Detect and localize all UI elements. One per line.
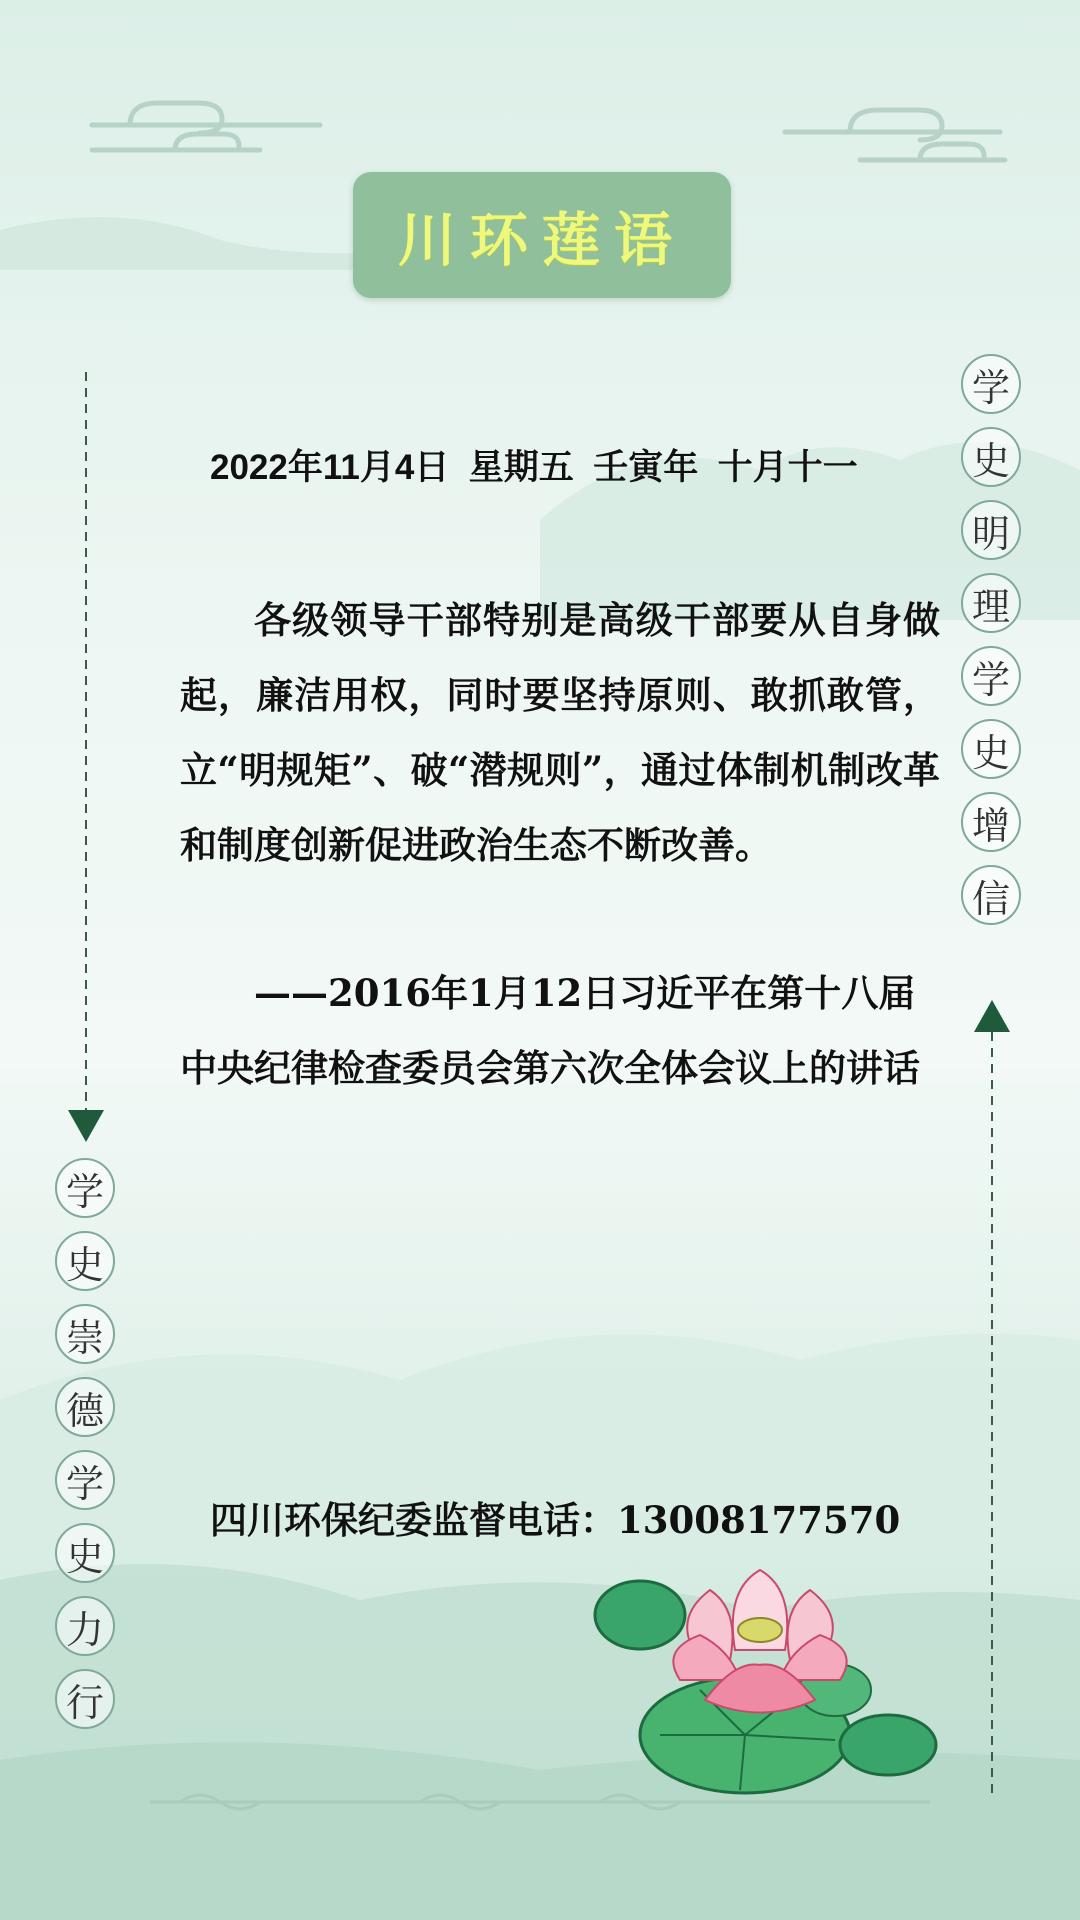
lotus-leaf-small-left xyxy=(595,1581,685,1649)
slogan-char: 信 xyxy=(961,865,1021,925)
slogan-char: 力 xyxy=(55,1596,115,1656)
quote-block xyxy=(180,583,940,883)
slogan-char: 学 xyxy=(55,1450,115,1510)
slogan-char: 史 xyxy=(55,1231,115,1291)
slogan-char: 史 xyxy=(961,719,1021,779)
down-arrow-icon xyxy=(68,1110,104,1142)
date-line: 2022年11月4日 星期五 壬寅年 十月十一 xyxy=(210,448,858,487)
cloud-ornament-left xyxy=(92,103,320,150)
slogan-char: 明 xyxy=(961,500,1021,560)
quote-text: 各级领导干部特别是高级干部要从自身做起，廉洁用权，同时要坚持原则、敢抓敢管，立“明规矩”、破“潜规则”，通过体制机制改革和制度创新促进政治生态不断改善。 xyxy=(180,598,940,867)
title-text: 川环莲语 xyxy=(397,206,686,274)
slogan-char: 学 xyxy=(961,354,1021,414)
title-banner xyxy=(353,172,731,298)
lotus-seedpod xyxy=(738,1618,782,1642)
cloud-ornament-right xyxy=(785,110,1005,160)
slogan-char: 学 xyxy=(55,1158,115,1218)
quote-source xyxy=(180,956,940,1106)
slogan-char: 增 xyxy=(961,792,1021,852)
source-text: ——2016年1月12日习近平在第十八届中央纪律检查委员会第六次全体会议上的讲话 xyxy=(180,971,920,1090)
slogan-char: 理 xyxy=(961,573,1021,633)
lotus-leaf-small-right xyxy=(840,1715,936,1775)
slogan-char: 史 xyxy=(55,1523,115,1583)
left-vertical-slogan xyxy=(55,1158,115,1729)
slogan-char: 崇 xyxy=(55,1304,115,1364)
up-arrow-icon xyxy=(974,1000,1010,1032)
slogan-char: 德 xyxy=(55,1377,115,1437)
slogan-char: 史 xyxy=(961,427,1021,487)
supervision-hotline: 四川环保纪委监督电话：13008177570 xyxy=(210,1498,901,1542)
slogan-char: 行 xyxy=(55,1669,115,1729)
slogan-char: 学 xyxy=(961,646,1021,706)
right-vertical-slogan xyxy=(961,354,1021,925)
